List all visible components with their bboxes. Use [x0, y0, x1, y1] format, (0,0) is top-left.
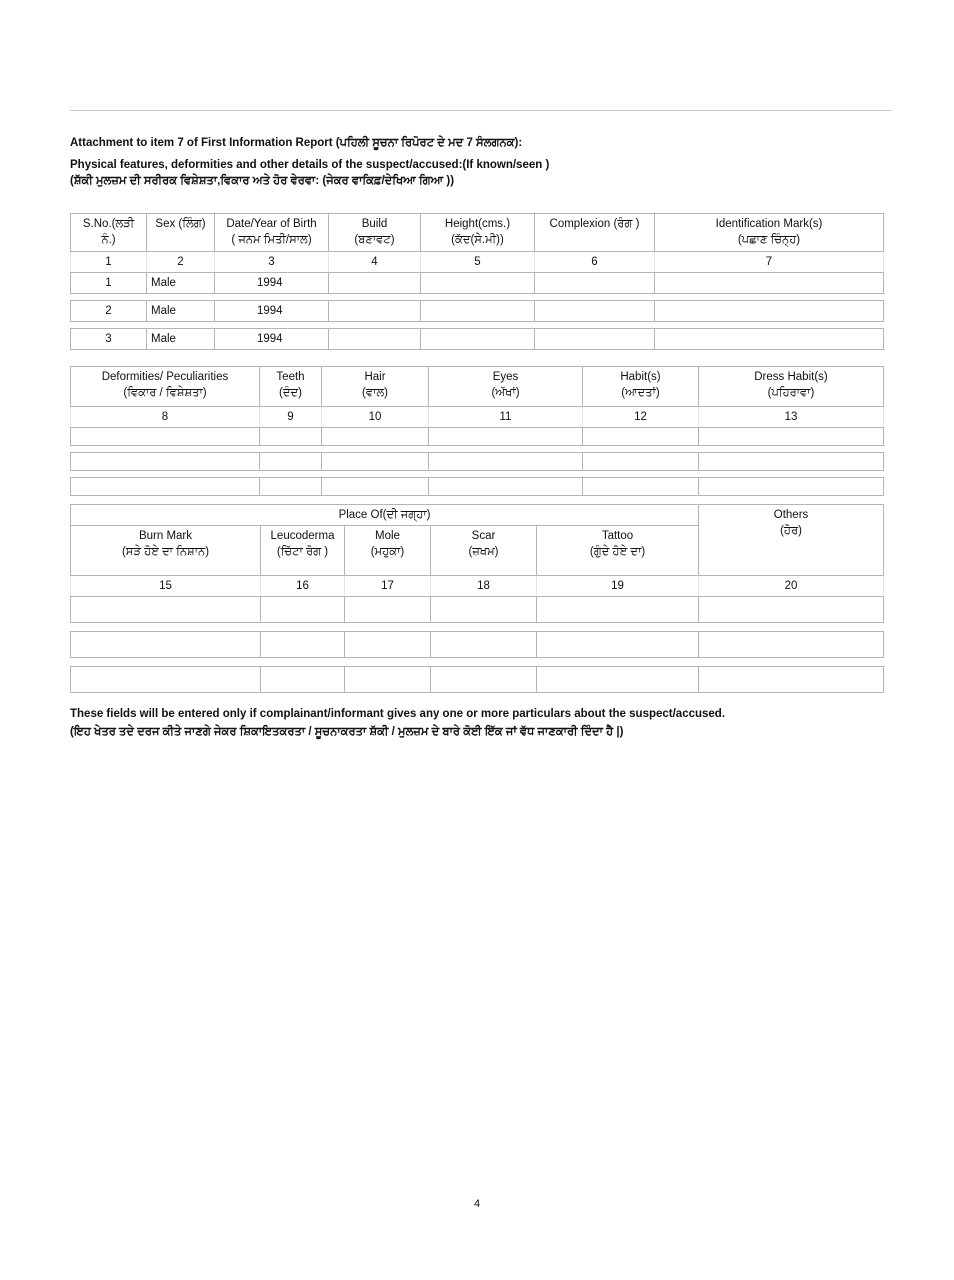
table-row: [71, 667, 884, 693]
page-number: 4: [473, 1198, 481, 1210]
table-row: [71, 329, 884, 350]
table-row: [71, 632, 884, 658]
suspect-basic-table: [70, 213, 884, 350]
sex-cell: Male: [147, 273, 215, 294]
header-identification-mark: Identification Mark(s) (ਪਛਾਣ ਚਿੰਨ੍ਹ): [655, 214, 884, 252]
table-header-row: [71, 214, 884, 252]
table-header-row: [71, 367, 884, 407]
sno-cell: 3: [71, 329, 147, 350]
dob-cell: 1994: [215, 273, 329, 294]
table-row: [71, 478, 884, 496]
table-row: [71, 301, 884, 322]
sex-cell: Male: [147, 301, 215, 322]
top-divider: [70, 110, 892, 111]
header-dob: Date/Year of Birth ( ਜਨਮ ਮਿਤੀ/ਸਾਲ): [215, 214, 329, 252]
column-number-row: 15 16 17 18 19 20: [71, 576, 884, 597]
header-burn-mark: Burn Mark (ਸੜੇ ਹੋਏ ਦਾ ਨਿਸ਼ਾਨ): [71, 526, 261, 576]
physical-features-heading: Physical features, deformities and other details of the suspect/accused:(If known/seen ): [70, 159, 550, 171]
footer-note: These fields will be entered only if complainant/informant gives any one or more particulars about the suspect/accused.: [70, 708, 726, 720]
header-scar: Scar (ਜ਼ਖਮ): [431, 526, 537, 576]
dob-cell: 1994: [215, 329, 329, 350]
sex-cell: Male: [147, 329, 215, 350]
physical-features-heading-punjabi: (ਸ਼ੱਕੀ ਮੁਲਜ਼ਮ ਦੀ ਸਰੀਰਕ ਵਿਸ਼ੇਸ਼ਤਾ,ਵਿਕਾਰ ਅਤੇ ਹੋਰ ਵੇਰਵਾ: (ਜੇਕਰ ਵਾਕਿਫ਼/ਦੇਖਿਆ ਗਿਆ )): [70, 175, 455, 187]
header-habits: Habit(s) (ਆਦਤਾਂ): [583, 367, 699, 407]
header-others: Others (ਹੋਰ): [699, 505, 884, 576]
table-row: [71, 597, 884, 623]
column-number-row: 8 9 10 11 12 13: [71, 407, 884, 428]
suspect-features-table: [70, 366, 884, 496]
header-sno: S.No.(ਲੜੀ ਨੰ.): [71, 214, 147, 252]
dob-cell: 1994: [215, 301, 329, 322]
header-height: Height(cms.) (ਕੱਦ(ਸੇ.ਮੀ)): [421, 214, 535, 252]
header-complexion: Complexion (ਰੰਗ ): [535, 214, 655, 252]
attachment-heading: Attachment to item 7 of First Information Report (ਪਹਿਲੀ ਸੂਚਨਾ ਰਿਪੋਰਟ ਦੇ ਮਦ 7 ਸੰਲਗਨਕ):: [70, 137, 523, 149]
column-number-row: 1 2 3 4 5 6 7: [71, 252, 884, 273]
header-deformities: Deformities/ Peculiarities (ਵਿਕਾਰ / ਵਿਸ਼ੇਸ਼ਤਾ): [71, 367, 260, 407]
header-mole: Mole (ਮਹੁਕਾ): [345, 526, 431, 576]
footer-note-punjabi: (ਇਹ ਖੇਤਰ ਤਦੇ ਦਰਜ ਕੀਤੇ ਜਾਣਗੇ ਜੇਕਰ ਸ਼ਿਕਾਇਤਕਰਤਾ / ਸੂਚਨਾਕਰਤਾ ਸ਼ੱਕੀ / ਮੁਲਜ਼ਮ ਦੇ ਬਾਰੇ ਕੋਈ ਇੱਕ ਜਾਂ ਵੱਧ ਜਾਣਕਾਰੀ ਦਿੰਦਾ ਹੈ |): [70, 726, 624, 738]
table-row: [71, 273, 884, 294]
header-eyes: Eyes (ਅੱਖਾਂ): [429, 367, 583, 407]
header-sex: Sex (ਲਿੰਗ): [147, 214, 215, 252]
sno-cell: 1: [71, 273, 147, 294]
header-dress-habits: Dress Habit(s) (ਪਹਿਰਾਵਾ): [699, 367, 884, 407]
place-of-header: Place Of(ਦੀ ਜਗ੍ਹਾ): [71, 505, 699, 526]
header-hair: Hair (ਵਾਲ): [322, 367, 429, 407]
sno-cell: 2: [71, 301, 147, 322]
header-build: Build (ਬਣਾਵਟ): [329, 214, 421, 252]
header-tattoo: Tattoo (ਗੁੰਦੇ ਹੋਏ ਦਾ): [537, 526, 699, 576]
header-teeth: Teeth (ਦੰਦ): [260, 367, 322, 407]
marks-place-table: [70, 504, 884, 693]
table-row: [71, 453, 884, 471]
table-row: [71, 428, 884, 446]
header-leucoderma: Leucoderma (ਚਿੱਟਾ ਰੋਗ ): [261, 526, 345, 576]
